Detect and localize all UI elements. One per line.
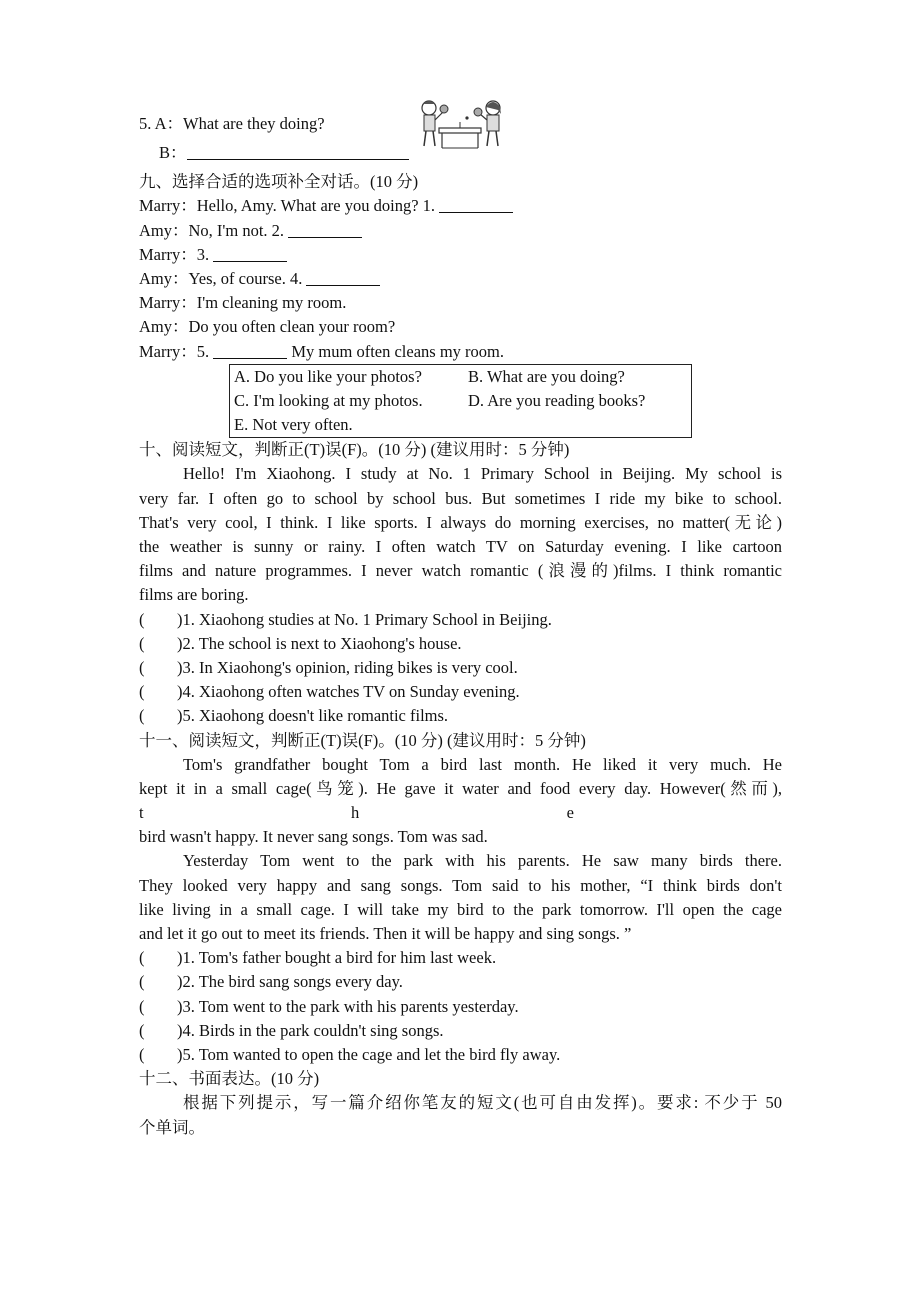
option-b: B. What are you doing? (468, 366, 625, 386)
q5-answer-blank[interactable] (187, 143, 409, 160)
tf-item[interactable]: ( )5. Tom wanted to open the cage and let the bird fly away. (139, 1044, 561, 1064)
sec10-passage-line: Hello! I'm Xiaohong. I study at No. 1 Primary School in Beijing. My school is (183, 464, 782, 484)
worksheet-page (139, 112, 782, 1140)
sec12-title: 十二、书面表达。(10 分) (139, 1069, 320, 1089)
option-c: C. I'm looking at my photos. (234, 390, 423, 410)
q5-b-label: B： (159, 143, 187, 163)
tf-item[interactable]: ( )4. Xiaohong often watches TV on Sunday evening. (139, 682, 520, 702)
option-d: D. Are you reading books? (468, 390, 646, 410)
dialog-line-3: Marry：3. (139, 243, 782, 267)
dialog-line-7: Marry：5. My mum often cleans my room. (139, 341, 504, 361)
tf-item[interactable]: ( )3. In Xiaohong's opinion, riding bikes is very cool. (139, 657, 518, 677)
options-box (229, 364, 692, 439)
answer-blank-5[interactable] (213, 343, 287, 359)
sec11-passage-line: They looked very happy and sang songs. Tom said to his mother, “I think birds don't (139, 875, 782, 895)
sec12-requirement: 根据下列提示，写一篇介绍你笔友的短文(也可自由发挥)。要求: 不少于 50 (183, 1093, 782, 1113)
sec11-passage-line: Tom's grandfather bought Tom a bird last month. He liked it very much. He (183, 754, 782, 774)
dialog-line-5: Marry：I'm cleaning my room. (139, 293, 347, 313)
dialog-line-4: Amy：Yes, of course. 4. (139, 267, 782, 291)
answer-blank-3[interactable] (213, 246, 287, 262)
dialog-line-1: Marry：Hello, Amy. What are you doing? 1. (139, 194, 782, 218)
sec11-passage-line: and let it go out to meet its friends. Then it will be happy and sing songs. ” (139, 924, 632, 943)
tf-item[interactable]: ( )1. Tom's father bought a bird for him last week. (139, 948, 497, 968)
dialog-line-6: Amy：Do you often clean your room? (139, 317, 396, 337)
tf-item[interactable]: ( )4. Birds in the park couldn't sing songs. (139, 1020, 444, 1040)
option-a: A. Do you like your photos? (234, 366, 422, 386)
q5-b-line (139, 136, 782, 170)
tf-item[interactable]: ( )3. Tom went to the park with his parents yesterday. (139, 996, 519, 1016)
sec10-passage-line: films and nature programmes. I never watch romantic (浪漫的)films. I think romantic (139, 561, 782, 581)
sec10-passage-line: films are boring. (139, 585, 249, 605)
sec12-requirement: 个单词。 (139, 1117, 205, 1137)
answer-blank-2[interactable] (288, 222, 362, 238)
tf-item[interactable]: ( )2. The school is next to Xiaohong's house. (139, 633, 462, 653)
answer-blank-1[interactable] (439, 197, 513, 213)
sec10-passage-line: very far. I often go to school by school bus. But sometimes I ride my bike to school. (139, 488, 782, 508)
answer-blank-4[interactable] (306, 270, 380, 286)
q5-a-line: 5. A：What are they doing? (139, 114, 325, 133)
sec11-title: 十一、阅读短文，判断正(T)误(F)。(10 分) (建议用时：5 分钟) (139, 730, 586, 750)
tf-item[interactable]: ( )5. Xiaohong doesn't like romantic films. (139, 706, 449, 726)
tf-item[interactable]: ( )2. The bird sang songs every day. (139, 972, 403, 992)
sec11-spread-line: t h e (139, 803, 574, 823)
sec11-passage-line: Yesterday Tom went to the park with his parents. He saw many birds there. (183, 851, 782, 871)
option-e: E. Not very often. (234, 415, 353, 435)
dialog-line-2: Amy：No, I'm not. 2. (139, 219, 782, 243)
sec9-title: 九、选择合适的选项补全对话。(10 分) (139, 172, 419, 192)
sec10-passage-line: the weather is sunny or rainy. I often watch TV on Saturday evening. I like cartoon (139, 537, 782, 556)
sec11-passage-line: bird wasn't happy. It never sang songs. Tom was sad. (139, 827, 488, 847)
sec10-title: 十、阅读短文，判断正(T)误(F)。(10 分) (建议用时：5 分钟) (139, 440, 570, 460)
tf-item[interactable]: ( )1. Xiaohong studies at No. 1 Primary School in Beijing. (139, 609, 552, 629)
sec11-passage-line: kept it in a small cage(鸟笼). He gave it water and food every day. However(然而), (139, 778, 782, 798)
ping-pong-picture (415, 98, 507, 156)
sec11-passage-line: like living in a small cage. I will take my bird to the park tomorrow. I'll open the cage (139, 899, 782, 919)
sec10-passage-line: That's very cool, I think. I like sports. I always do morning exercises, no matter(无论) (139, 512, 782, 532)
